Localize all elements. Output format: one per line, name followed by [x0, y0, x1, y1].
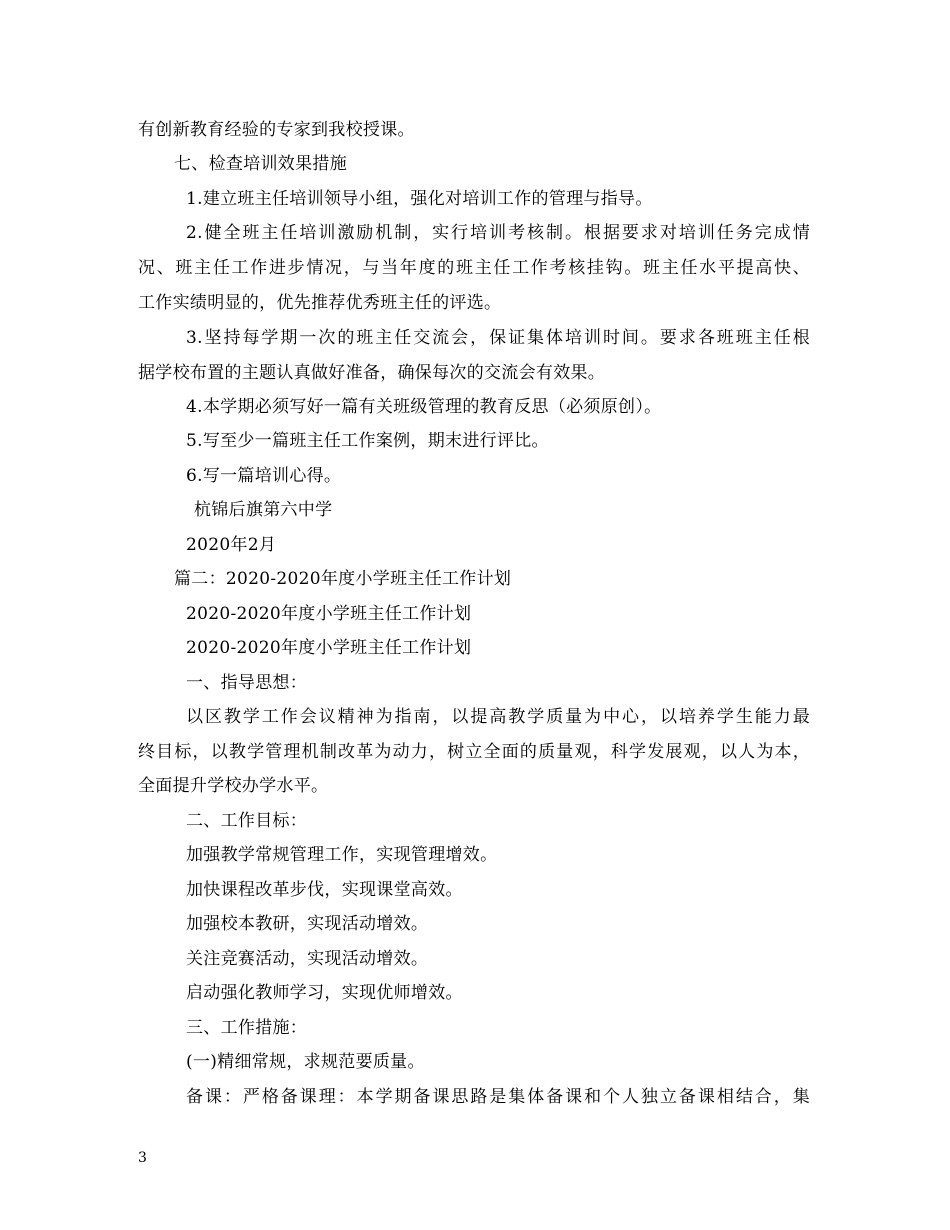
text-line: 况、班主任工作进步情况，与当年度的班主任工作考核挂钩。班主任水平提高快、: [138, 258, 810, 278]
section-heading: 二、工作目标：: [186, 811, 308, 831]
plan-title: 2020-2020年度小学班主任工作计划: [186, 638, 472, 658]
text-line: 全面提升学校办学水平。: [138, 776, 329, 796]
text-line: 有创新教育经验的专家到我校授课。: [138, 120, 415, 140]
section-heading: 一、指导思想：: [186, 673, 308, 693]
text-line: 1.建立班主任培训领导小组，强化对培训工作的管理与指导。: [186, 189, 653, 209]
text-line: 6.写一篇培训心得。: [186, 466, 342, 486]
text-line: 加强校本教研，实现活动增效。: [186, 914, 429, 934]
text-line: 以区教学工作会议精神为指南，以提高教学质量为中心，以培养学生能力最: [186, 707, 810, 727]
text-line: 关注竞赛活动，实现活动增效。: [186, 949, 429, 969]
text-line: 4.本学期必须写好一篇有关班级管理的教育反思（必须原创）。: [186, 397, 662, 417]
date-line: 2020年2月: [186, 535, 277, 555]
text-line: 2.健全班主任培训激励机制，实行培训考核制。根据要求对培训任务完成情: [186, 223, 810, 243]
plan-title: 2020-2020年度小学班主任工作计划: [186, 604, 472, 624]
text-line: 据学校布置的主题认真做好准备，确保每次的交流会有效果。: [138, 363, 606, 383]
school-name: 杭锦后旗第六中学: [194, 500, 333, 520]
page-number: 3: [138, 1150, 147, 1166]
chapter-title: 篇二：2020-2020年度小学班主任工作计划: [174, 569, 512, 589]
text-line: 启动强化教师学习，实现优师增效。: [186, 983, 463, 1003]
text-line: 工作实绩明显的，优先推荐优秀班主任的评选。: [138, 293, 502, 313]
text-line: 3.坚持每学期一次的班主任交流会，保证集体培训时间。要求各班班主任根: [186, 328, 810, 348]
section-heading: 七、检查培训效果措施: [174, 154, 347, 174]
text-line: 终目标，以教学管理机制改革为动力，树立全面的质量观，科学发展观，以人为本，: [138, 742, 810, 762]
section-heading: 三、工作措施：: [186, 1018, 308, 1038]
text-line: 5.写至少一篇班主任工作案例，期末进行评比。: [186, 431, 549, 451]
text-line: 加快课程改革步伐，实现课堂高效。: [186, 880, 463, 900]
text-line: 加强教学常规管理工作，实现管理增效。: [186, 845, 498, 865]
text-line: 备课：严格备课理：本学期备课思路是集体备课和个人独立备课相结合，集: [186, 1087, 810, 1107]
text-line: (一)精细常规，求规范要质量。: [186, 1052, 425, 1072]
